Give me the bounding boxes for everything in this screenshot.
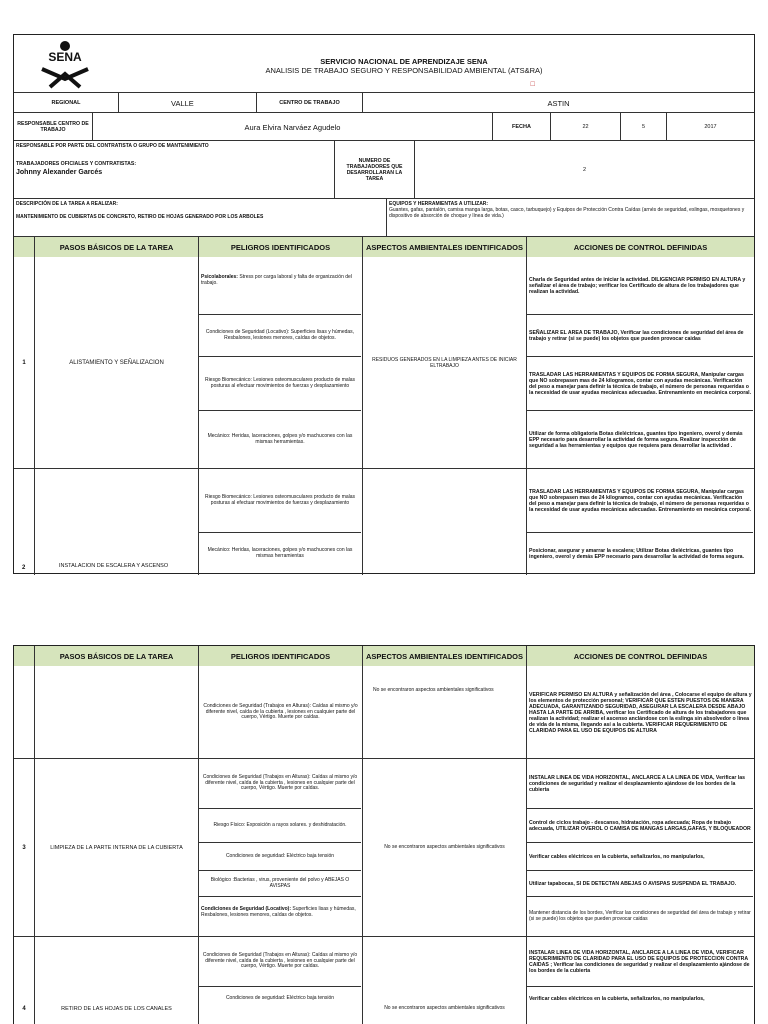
small-marker: ☐	[530, 82, 536, 88]
step-1-action-4: Utilizar de forma obligatoria Botas dieléctricas, guantes tipo ingeniero, overol y demás EPP necesario para desarrollar la actividad de forma segura. Realizar inspección de seguridad a las herramientas y equipos que requiera para desarrollar la actividad .	[529, 431, 743, 449]
step-2-row	[14, 469, 754, 575]
institution-name: SERVICIO NACIONAL DE APRENDIZAJE SENA	[320, 57, 488, 66]
fecha-year: 2017	[666, 113, 754, 141]
numero-value: 2	[414, 141, 754, 199]
step-3-number: 3	[22, 845, 26, 851]
step-2-continuation-row	[14, 666, 754, 759]
trabajadores-label: TRABAJADORES OFICIALES Y CONTRATISTAS:	[16, 161, 137, 167]
step-4-name-upper	[34, 937, 198, 987]
equipos-value: Guantes, gafas, pantalón, camisa manga larga, botas, casco, tarbuquejo) y Equipos de Protección Contra Caídas (arnés de seguridad, eslingas, mosquetones y dispositivo de absorción de choque y línea de vida.)	[389, 207, 745, 219]
form-sheet-page-2	[13, 645, 755, 1024]
step-3-hazard-4: Biológico :Bacterias , virus, proveniente del polvo y ABEJAS O AVISPAS	[199, 871, 361, 897]
sena-logo-icon	[36, 39, 94, 89]
fecha-label: FECHA	[492, 113, 550, 141]
step-3-hazard-1: Condiciones de Seguridad (Trabajos en Alturas): Caídas al mismo y/o diferente nivel, caída de la cubierta , lesiones en cualquier parte del cuerpo, Vértigo. Muerte por caídas.	[199, 759, 361, 809]
step-2-cont-action: VERIFICAR PERMISO EN ALTURA y señalización del área , Colocarse el equipo de altura y los elementos de protección personal; VERIFICAR QUE ESTEN PUESTOS DE MANERA ADECUADA, GARANTIZANDO SEGURIDAD, ASEGURAR LA ESCALERA DESDE ABAJO HASTA LA PARTE DE ARRIBA, verificar los Certificado de altura de los trabajadores que realizan la actividad; realizar el ascenso anclándose con la eslinga sin absolvedor o línea de vida de la misma, llegando así a la cubierta. VERIFICAR REQUERIMIENTO DE CLARIDAD PARA EL USO DE EQUIPOS DE ALTURA	[526, 666, 754, 759]
fecha-day: 22	[550, 113, 620, 141]
centro-value: ASTIN	[362, 93, 754, 113]
step-2-name: INSTALACION DE ESCALERA Y ASCENSO	[34, 469, 198, 575]
step-1-hazard-4: Mecánico: Heridas, laceraciones, golpes y/o machucones con las mismas herramientas.	[207, 433, 353, 445]
step-4-name: RETIRO DE LAS HOJAS DE LOS CANALES	[34, 987, 198, 1024]
step-3-action-1: INSTALAR LINEA DE VIDA HORIZONTAL, ANCLARCE A LA LINEA DE VIDA, Verificar las condiciones de seguridad y realizar el desplazamiento ajándose de los bordes de la cubierta	[527, 759, 753, 809]
step-3-hazard-5: Condiciones de Seguridad (Locativo): Superficies lisas y húmedas, Resbalones, lesiones menores, caídas de objetos.	[201, 906, 356, 918]
step-3-hazard-2: Riesgo Físico: Exposición a rayos solares. y deshidratación.	[199, 809, 361, 843]
equipos-cell	[386, 199, 754, 237]
equipos-label: EQUIPOS Y HERRAMIENTAS A UTILIZAR:	[389, 201, 489, 207]
responsable-label: RESPONSABLE CENTRO DE TRABAJO	[17, 121, 89, 133]
step-1-name: ALISTAMIENTO Y SEÑALIZACION	[34, 257, 198, 469]
descripcion-value: MANTENIMIENTO DE CUBIERTAS DE CONCRETO, RETIRO DE HOJAS GENERADO POR LOS ARBOLES	[16, 214, 264, 220]
responsable-row	[14, 113, 754, 141]
step-2-aspect-col	[362, 469, 526, 575]
column-header-row-2	[14, 646, 754, 666]
responsable-value: Aura Elvira Narváez Agudelo	[92, 113, 492, 141]
step-3-aspect: No se encontraron aspectos ambientales significativos	[362, 759, 526, 937]
step-1-action-2: SEÑALIZAR EL AREA DE TRABAJO, Verificar las condiciones de seguridad del área de trabajo y retirar (si se puede) los objetos que pueden provocar caidas	[527, 315, 753, 357]
step-4-row	[14, 937, 754, 1024]
form-sheet-page-1	[13, 34, 755, 574]
step-2-hazard-2: Mecánico: Heridas, laceraciones, golpes y/o machucones con las mismas herramientas	[207, 547, 353, 559]
descripcion-label: DESCRIPCIÓN DE LA TAREA A REALIZAR:	[16, 201, 118, 207]
document-title: ANALISIS DE TRABAJO SEGURO Y RESPONSABILIDAD AMBIENTAL (ATS&RA)	[265, 66, 543, 75]
step-2-hazard-1: Riesgo Biomecánico: Lesiones osteomusculares producto de malas posturas al efectuar movimientos de fuerzas y desplazamiento	[199, 469, 361, 533]
header-num-cell-2	[14, 646, 34, 666]
header-pasos-2: PASOS BÁSICOS DE LA TAREA	[34, 646, 198, 666]
regional-label: REGIONAL	[51, 100, 81, 106]
step-4-hazard-2: Condiciones de seguridad: Eléctrico baja tensión	[225, 995, 335, 1002]
step-1-action-3: TRASLADAR LAS HERRAMIENTAS Y EQUIPOS DE FORMA SEGURA, Manipular cargas que NO sobrepasen mas de 24 kilogramos, contar con ayudas mecánicas. Verificación del peso a manejar para definir la técnica de trabajo, el número de personas requeridas o la necesidad de usar ayudas mecánicas adecuadas. Entrenamiento en mecánica corporal.	[527, 357, 753, 411]
fecha-month: 5	[620, 113, 666, 141]
step-1-hazard-2: Condiciones de Seguridad (Locativo): Superficies lisas y húmedas, Resbalones, lesiones menores, caídas de objetos.	[199, 315, 361, 357]
step-2-cont-hazard: Condiciones de Seguridad (Trabajos en Alturas): Caídas al mismo y/o diferente nivel, caída de la cubierta , lesiones en cualquier parte del cuerpo, Vértigo. Muerte por caídas.	[198, 666, 362, 759]
step-3-action-4: Utilizar tapabocas, SI DE DETECTAN ABEJAS O AVISPAS SUSPENDA EL TRABAJO.	[527, 871, 753, 897]
descripcion-block	[14, 199, 754, 237]
step-3-name: LIMPIEZA DE LA PARTE INTERNA DE LA CUBIERTA	[34, 759, 198, 937]
step-4-action-1: INSTALAR LINEA DE VIDA HORIZONTAL, ANCLARCE A LA LINEA DE VIDA, VERIFICAR REQUERIMIENTO DE CLARIDAD PARA EL USO DE EQUIPOS DE PROTECCION CONTRA CAIDAS ; Verificar las condiciones de seguridad y realizar el desplazamiento ajándose de los bordes de la cubierta	[527, 937, 753, 987]
step-4-aspect-upper	[362, 937, 526, 987]
step-4-hazard-1: Condiciones de Seguridad (Trabajos en Alturas): Caídas al mismo y/o diferente nivel, caída de la cubierta , lesiones en cualquier parte del cuerpo, Vértigo. Muerte por caídas.	[199, 937, 361, 987]
header-peligros: PELIGROS IDENTIFICADOS	[198, 237, 362, 257]
step-4-number: 4	[22, 1006, 26, 1012]
step-3-action-5: Mantener distancia de los bordes, Verificar las condiciones de seguridad del área de trabajo y retirar (si se puede) los objetos que pueden provocar caidas	[529, 910, 751, 922]
step-3-action-2: Control de ciclos trabajo - descanso, hidratación, ropa adecuada; Ropa de trabajo adecuada, UTILIZAR OVEROL O CAMISA DE MANGAS LARGAS,GAFAS, Y BLOQUEADOR	[527, 809, 753, 843]
header-num-cell	[14, 237, 34, 257]
contratista-label: RESPONSABLE POR PARTE DEL CONTRATISTA O GRUPO DE MANTENIMIENTO	[16, 143, 209, 149]
regional-value: VALLE	[118, 93, 256, 113]
step-4-aspect: No se encontraron aspectos ambientales significativos	[362, 987, 526, 1024]
step-2-action-2: Posicionar, asegurar y amarrar la escalera; Utilizar Botas dieléctricas, guantes tipo ingeniero, overol y demás EPP necesario para desarrollar la actividad de forma segura.	[529, 548, 744, 560]
step-1-row	[14, 257, 754, 469]
step-3-hazard-3: Condiciones de seguridad: Eléctrico baja tensión	[199, 843, 361, 871]
header-aspectos: ASPECTOS AMBIENTALES IDENTIFICADOS	[362, 237, 526, 257]
contratista-block	[14, 141, 754, 199]
step-2-action-1: TRASLADAR LAS HERRAMIENTAS Y EQUIPOS DE FORMA SEGURA, Manipular cargas que NO sobrepasen mas de 24 kilogramos, contar con ayudas mecánicas. Verificación del peso a manejar para definir la técnica de trabajo, el número de personas requeridas o la necesidad de usar ayudas mecánicas adecuadas. Entrenamiento en mecánica corporal.	[527, 469, 753, 533]
step-1-hazard-1: Psicolaborales: Stress por carga laboral y falta de organización del trabajo.	[199, 257, 361, 315]
column-header-row-1	[14, 237, 754, 257]
trabajadores-value: Johnny Alexander Garcés	[16, 169, 103, 176]
header-peligros-2: PELIGROS IDENTIFICADOS	[198, 646, 362, 666]
numero-label: NUMERO DE TRABAJADORES QUE DESARROLLARAN LA TAREA	[334, 141, 414, 199]
step-1-aspect: RESIDUOS GENERADOS EN LA LIMPIEZA ANTES DE INICIAR ELTRABAJO	[362, 257, 526, 469]
header-aspectos-2: ASPECTOS AMBIENTALES IDENTIFICADOS	[362, 646, 526, 666]
step-3-action-3: Verificar cables eléctricos en la cubierta, señalizarlos, no manipularlos,	[527, 843, 753, 871]
step-4-action-2: Verificar cables eléctricos en la cubierta, señalizarlos, no manipularlos,	[529, 996, 705, 1002]
step-2-number: 2	[22, 565, 26, 571]
step-1-action-1: Charla de Seguridad antes de iniciar la actividad. DILIGENCIAR PERMISO EN ALTURA y señalizar el área de trabajo; verificar los Certificado de altura de los trabajadores que realizan la actividad.	[527, 257, 753, 315]
header-acciones-2: ACCIONES DE CONTROL DEFINIDAS	[526, 646, 754, 666]
step-2-cont-aspect: No se encontraron aspectos ambientales significativos	[362, 666, 526, 759]
step-1-number: 1	[22, 360, 26, 366]
centro-label: CENTRO DE TRABAJO	[256, 93, 362, 113]
regional-row	[14, 93, 754, 113]
logo-text: SENA	[48, 50, 82, 64]
header-acciones: ACCIONES DE CONTROL DEFINIDAS	[526, 237, 754, 257]
step-2-cont-name-cell	[34, 666, 198, 759]
step-3-row	[14, 759, 754, 937]
header-band	[14, 35, 754, 93]
header-pasos: PASOS BÁSICOS DE LA TAREA	[34, 237, 198, 257]
step-1-hazard-3: Riesgo Biomecánico: Lesiones osteomusculares producto de malas posturas al efectuar movimientos de fuerzas y desplazamiento	[199, 357, 361, 411]
sena-logo	[36, 39, 94, 89]
